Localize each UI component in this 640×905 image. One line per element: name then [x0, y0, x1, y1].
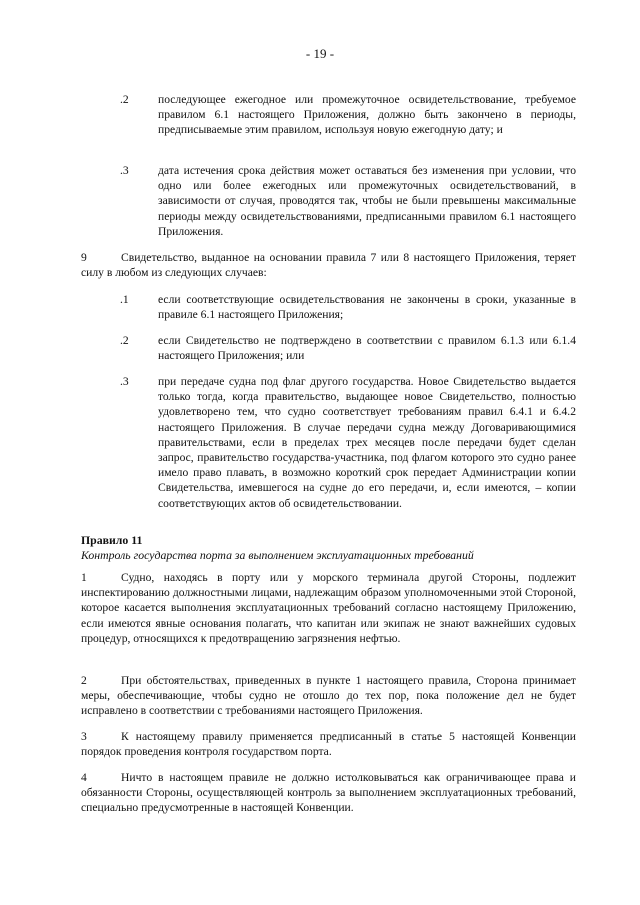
paragraph-text: Судно, находясь в порту или у морского терминала другой Стороны, подлежит инспектированию должностными лицами, надлежащим образом уполномоченными этой Стороной, которое касается выполнения эксплуатационных требований согласно настоящему Приложению, если имеются явные основания полагать, что капитан или экипаж не знают важнейших судовых процедур, относящихся к предотвращению загрязнения нефтью. — [81, 571, 576, 645]
item-number: .3 — [120, 164, 129, 177]
item-text: последующее ежегодное или промежуточное освидетельствование, требуемое правилом 6.1 настоящего Приложения, должно быть закончено в периоды, предписываемые этим правилом, используя новую ежегодную дату; и — [158, 93, 576, 137]
item-number: .1 — [120, 293, 129, 306]
rule-paragraph — [81, 770, 576, 816]
item-text: если Свидетельство не подтверждено в соответствии с правилом 6.1.3 или 6.1.4 настоящего Приложения; или — [158, 334, 576, 363]
item-number: .2 — [120, 334, 129, 347]
paragraph-text: К настоящему правилу применяется предписанный в статье 5 настоящей Конвенции порядок проведения контроля государством порта. — [81, 730, 576, 759]
paragraph-number: 3 — [81, 730, 87, 743]
paragraph-text: Ничто в настоящем правиле не должно истолковываться как ограничивающее права и обязанности Стороны, осуществляющей контроль за выполнением эксплуатационных требований, специально предусмотренные в настоящей Конвенции. — [81, 771, 576, 815]
paragraph-number: 4 — [81, 771, 87, 784]
paragraph-text: Свидетельство, выданное на основании правила 7 или 8 настоящего Приложения, теряет силу в любом из следующих случаев: — [81, 251, 576, 280]
paragraph-number: 9 — [81, 251, 87, 264]
item-text: при передаче судна под флаг другого государства. Новое Свидетельство выдается только тогда, когда правительство, выдающее новое Свидетельство, полностью удовлетворено тем, что судно соответствует требованиям правил 6.4.1 и 6.4.2 настоящего Приложения. В случае передачи судна между Договаривающимися правительствами, если в пределах трех месяцев после передачи будет сделан запрос, правительство государства-участника, под флагом которого это судно ранее имело право плавать, в возможно короткий срок передает Администрации копии Свидетельства, имевшегося на судне до его передачи, и, если имеются, – копии соответствующих актов об освидетельствовании. — [158, 375, 576, 510]
rule-heading — [81, 533, 576, 563]
paragraph-text: При обстоятельствах, приведенных в пункте 1 настоящего правила, Сторона принимает меры, обеспечивающие, чтобы судно не отошло до тех пор, пока положение дел не будет исправлено в соответствии с требованиями настоящего Приложения. — [81, 674, 576, 718]
rule-paragraph — [81, 673, 576, 719]
item-text: дата истечения срока действия может оставаться без изменения при условии, что одно или более ежегодных или промежуточных освидетельствований, в зависимости от случая, проводятся так, чтобы не были превышены максимальные периоды между освидетельствованиями, предписанными правилом 6.1 настоящего Приложения. — [158, 164, 576, 238]
paragraph-number: 2 — [81, 674, 87, 687]
item-number: .3 — [120, 375, 129, 388]
rule-paragraph — [81, 570, 576, 646]
item-text: если соответствующие освидетельствования не закончены в сроки, указанные в правиле 6.1 настоящего Приложения; — [158, 293, 576, 322]
page-number: - 19 - — [305, 46, 335, 61]
paragraph-number: 1 — [81, 571, 87, 584]
paragraph-9 — [81, 250, 576, 280]
rule-title: Правило 11 — [81, 533, 143, 547]
item-number: .2 — [120, 93, 129, 106]
rule-paragraph — [81, 729, 576, 759]
rule-subtitle: Контроль государства порта за выполнением эксплуатационных требований — [81, 548, 474, 562]
